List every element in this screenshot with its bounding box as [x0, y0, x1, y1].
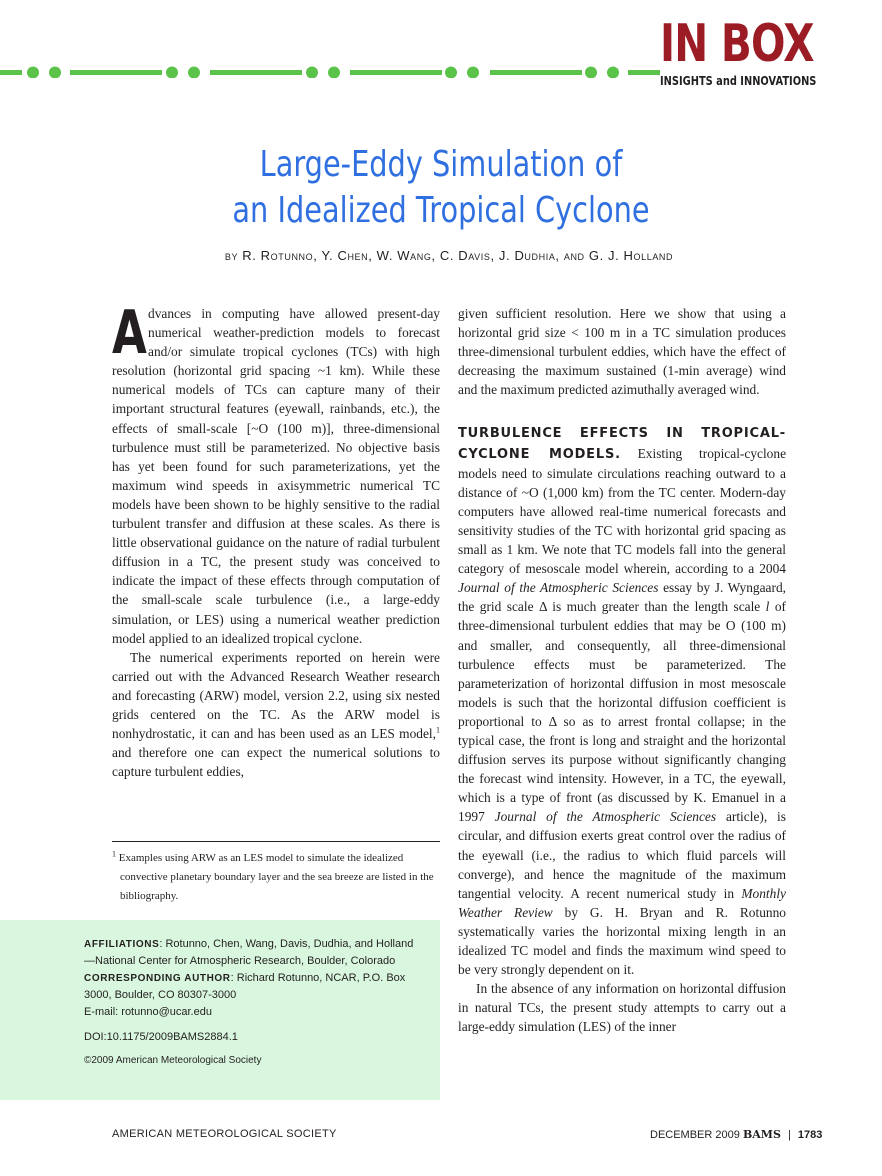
turbulence-text-a: Existing tropical-cyclone models need to simulate circulations reaching outward to a distance of ~O (1,000 km) from the TC center. Modern-day computers have allowed real-time numerical forecasts and sensitivity studies of the TC with horizontal grid spacing as small as 1 km. We note that TC models fall into the general category of mesoscale model wherein, according to a 2004 — [458, 445, 787, 577]
footnote-divider — [112, 841, 440, 842]
turbulence-text-e: by G. H. Bryan and R. Rotunno systematically varies the horizontal mixing length in an idealized TC model and finds the maximum wind speed to be very strongly dependent on it. — [458, 904, 786, 978]
journal-ref-jas-2: Journal of the Atmospheric Sciences — [494, 809, 717, 825]
section-title: IN BOX — [660, 14, 814, 74]
turbulence-text-d: article), is circular, and diffusion exerts great control over the radius of the eyewall (i.e., the radius to which fluid parcels will converge), and hence the magnitude of the maximum tangential velocity. A recent numerical study in — [458, 809, 786, 901]
journal-ref-mwr: Monthly Weather Review — [458, 885, 786, 920]
header-dotted-bar — [0, 66, 660, 78]
copyright: ©2009 American Meteorological Society — [84, 1055, 262, 1066]
intro-text: dvances in computing have allowed present-day numerical weather-prediction models to forecast and/or simulate tropical cyclones (TCs) with high resolution (horizontal grid spacing ~1 km). While these numerical models of TCs can capture many of their important structural features (eyewall, rainbands, etc.), the effects of small-scale [~O (100 m)], three-dimensional turbulence must still be parameterized. No objective basis has yet been found for such parameterizations, yet the maximum wind speeds in axisymmetric numerical TC models have been shown to be highly sensitive to the radial turbulent transfer and diffusion at these scales. As there is little observational guidance on the nature of radial turbulent diffusion in a TC, the present study was conceived to indicate the impact of these effects through computation of the small-scale scale turbulence (i.e., a large-eddy simulation, or LES) using a numerical weather prediction model applied to an idealized tropical cyclone. — [112, 306, 440, 646]
paragraph-experiments — [112, 648, 440, 782]
author-email[interactable]: E-mail: rotunno@ucar.edu — [84, 1006, 212, 1018]
length-scale-symbol: l — [765, 599, 770, 615]
footer-separator: | — [787, 1129, 791, 1141]
footnote-text: Examples using ARW as an LES model to simulate the idealized convective planetary boundary layer and the sea breeze are listed in the bibliography. — [116, 852, 434, 902]
affiliations-text: : Rotunno, Chen, Wang, Davis, Dudhia, and Holland—National Center for Atmospheric Research, Boulder, Colorado — [84, 938, 414, 967]
paragraph-resolution: given sufficient resolution. Here we show that using a horizontal grid size < 100 m in a TC simulation produces three-dimensional turbulent eddies, which have the effect of decreasing the maximum sustained (1-min average) wind and the maximum predicted azimuthally averaged wind. — [458, 306, 786, 398]
footer-info — [650, 1128, 822, 1141]
affiliations-label: AFFILIATIONS — [84, 939, 160, 950]
corresponding-author — [84, 970, 424, 1004]
intro-paragraph — [112, 298, 440, 648]
title-line-2: an Idealized Tropical Cyclone — [232, 190, 650, 231]
footnote-ref: 1 — [436, 725, 440, 735]
paragraph-turbulence — [458, 423, 786, 979]
page-number: 1783 — [797, 1129, 823, 1141]
paragraph-experiments-text-a: The numerical experiments reported on herein were carried out with the Advanced Research Weather research and forecasting (ARW) model, version 2.2, using six nested grids centered on the TC. As the ARW model is nonhydrostatic, it can and has been used as an LES model, — [112, 649, 440, 742]
article-title — [0, 142, 882, 234]
affiliations-box — [0, 920, 440, 1100]
footnote — [112, 849, 440, 906]
left-column — [112, 298, 440, 781]
byline: by R. Rotunno, Y. Chen, W. Wang, C. Davis, J. Dudhia, and G. J. Holland — [224, 248, 674, 263]
footer-journal: BAMS — [742, 1128, 781, 1141]
section-subtitle: INSIGHTS and INNOVATIONS — [660, 74, 817, 88]
title-line-1: Large-Eddy Simulation of — [259, 144, 623, 185]
right-column — [458, 304, 786, 1036]
paragraph-experiments-text-b: and therefore one can expect the numerical solutions to capture turbulent eddies, — [112, 745, 440, 780]
turbulence-text-b: essay by J. Wyngaard, the grid scale Δ is much greater than the length scale — [458, 580, 786, 615]
footer-date: DECEMBER 2009 — [650, 1129, 740, 1141]
affiliations — [84, 936, 424, 970]
doi: DOI:10.1175/2009BAMS2884.1 — [84, 1031, 238, 1043]
drop-cap: A — [112, 298, 147, 368]
corresponding-author-text: : Richard Rotunno, NCAR, P.O. Box 3000, Boulder, CO 80307-3000 — [84, 972, 406, 1001]
section-heading: TURBULENCE EFFECTS IN TROPICAL-CYCLONE MODELS. — [458, 426, 786, 462]
footnote-marker: 1 — [112, 849, 116, 859]
journal-ref-jas-1: Journal of the Atmospheric Sciences — [458, 580, 659, 596]
section-logo — [660, 14, 820, 88]
corresponding-author-label: CORRESPONDING AUTHOR — [84, 973, 231, 984]
footer-society: AMERICAN METEOROLOGICAL SOCIETY — [112, 1128, 337, 1140]
paragraph-les: In the absence of any information on horizontal diffusion in natural TCs, the present study attempts to carry out a large-eddy simulation (LES) of the inner — [458, 981, 786, 1035]
turbulence-text-c: of three-dimensional turbulent eddies that may be O (100 m) and smaller, and consequently, all three-dimensional turbulence effects must be parameterized. The parameterization of horizontal diffusion in most mesoscale models is such that the horizontal diffusion coefficient is proportional to Δ so as to arrest frontal collapse; in the typical case, the front is long and straight and the horizontal diffusion serves its purpose without significantly changing the forecast wind intensity. However, in a TC, the eyewall, which is a type of front (as discussed by K. Emanuel in a 1997 — [458, 599, 786, 825]
